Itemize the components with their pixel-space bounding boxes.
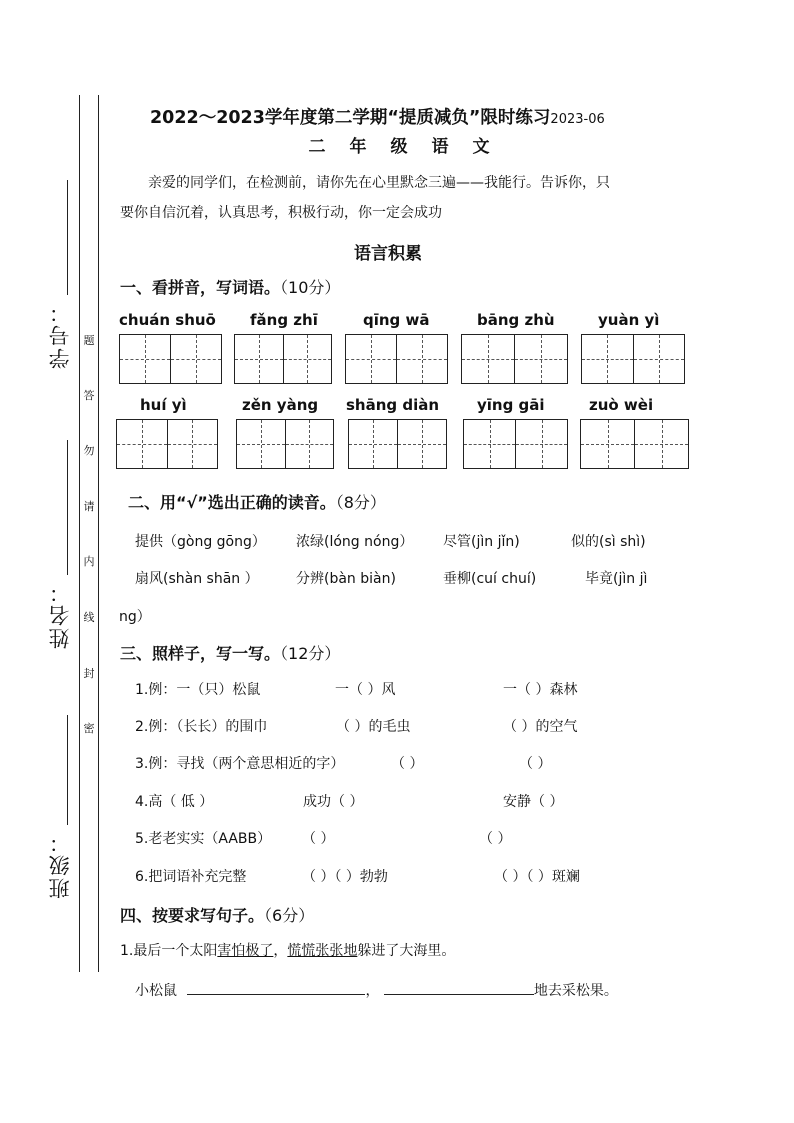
section-heading: 语言积累 <box>354 244 422 264</box>
seal-char: 勿 <box>83 444 95 457</box>
seal-char: 密 <box>83 722 95 735</box>
writing-grid[interactable] <box>236 419 334 469</box>
writing-grid[interactable] <box>345 334 448 384</box>
fill-blank[interactable]: （ ） <box>519 756 552 772</box>
name-field[interactable] <box>67 440 68 575</box>
reading-item[interactable]: 提供（gòng gōng） <box>135 534 266 550</box>
student-no-label: 学号： <box>48 300 72 369</box>
fill-blank[interactable]: （ ） <box>479 831 512 847</box>
margin-line-left <box>79 95 80 972</box>
intro-text: 亲爱的同学们，在检测前，请你先在心里默念三遍——我能行。告诉你，只 要你自信沉着，认真思考，积极行动，你一定会成功 <box>120 175 610 221</box>
reading-item-wrap: ng） <box>119 609 151 625</box>
q2-heading: 二、用“√”选出正确的读音。（8分） <box>128 493 386 512</box>
example-label: 2.例：（长长）的围巾 <box>135 719 268 735</box>
reading-item[interactable]: 尽管(jìn jǐn) <box>443 534 520 550</box>
fill-blank[interactable]: 一（ ）森林 <box>503 682 578 698</box>
name-label: 姓名： <box>48 580 72 649</box>
sentence-prompt: 小松鼠 ， 地去采松果。 <box>135 980 618 1000</box>
reading-item[interactable]: 毕竟(jìn jì <box>585 571 648 587</box>
reading-item[interactable]: 分辨(bàn biàn) <box>296 571 396 587</box>
seal-char: 答 <box>83 389 95 402</box>
exam-date: 2023-06 <box>550 112 605 127</box>
q4-heading: 四、按要求写句子。（6分） <box>120 906 315 925</box>
underlined-phrase: 慌慌张张地 <box>287 943 358 959</box>
fill-blank[interactable]: （ ） <box>302 831 335 847</box>
q1-heading: 一、看拼音，写词语。（10分） <box>120 278 341 297</box>
seal-char: 请 <box>83 500 95 513</box>
fill-blank[interactable]: 安静（ ） <box>503 794 564 810</box>
writing-grid[interactable] <box>119 334 222 384</box>
reading-item[interactable]: 扇风(shàn shān ） <box>135 571 259 587</box>
writing-grid[interactable] <box>581 334 685 384</box>
reading-item[interactable]: 似的(sì shì) <box>571 534 646 550</box>
example-label: 6.把词语补充完整 <box>135 869 247 885</box>
margin-line-right <box>98 95 99 972</box>
writing-grid[interactable] <box>234 334 332 384</box>
class-label: 班级： <box>48 830 72 899</box>
fill-blank[interactable]: 一（ ）风 <box>335 682 396 698</box>
seal-char: 封 <box>83 667 95 680</box>
writing-grid[interactable] <box>463 419 568 469</box>
reading-item[interactable]: 垂柳(cuí chuí) <box>443 571 537 587</box>
underlined-phrase: 害怕极了 <box>217 943 274 959</box>
answer-blank[interactable] <box>187 980 365 995</box>
example-label: 3.例：寻找（两个意思相近的字） <box>135 756 345 772</box>
fill-blank[interactable]: （ ）的空气 <box>503 719 578 735</box>
example-label: 5.老老实实（AABB） <box>135 831 272 847</box>
subtitle: 二 年 级 语 文 <box>308 137 500 157</box>
q3-heading: 三、照样子，写一写。（12分） <box>120 644 341 663</box>
writing-grid[interactable] <box>580 419 689 469</box>
class-field[interactable] <box>67 715 68 825</box>
seal-char: 线 <box>83 611 95 624</box>
writing-grid[interactable] <box>461 334 568 384</box>
answer-blank[interactable] <box>384 980 534 995</box>
fill-blank[interactable]: （ ）的毛虫 <box>336 719 411 735</box>
seal-char: 内 <box>83 555 95 568</box>
writing-grid[interactable] <box>116 419 218 469</box>
example-label: 4.高（ 低 ） <box>135 794 214 810</box>
fill-blank[interactable]: （ ）（ ）斑斓 <box>494 869 580 885</box>
writing-grid[interactable] <box>348 419 447 469</box>
seal-char: 题 <box>83 334 95 347</box>
fill-blank[interactable]: （ ） <box>391 756 424 772</box>
student-no-field[interactable] <box>67 180 68 295</box>
example-label: 1.例：一（只）松鼠 <box>135 682 261 698</box>
fill-blank[interactable]: 成功（ ） <box>303 794 364 810</box>
example-sentence: 1.最后一个太阳害怕极了，慌慌张张地躲进了大海里。 <box>120 943 456 959</box>
fill-blank[interactable]: （ ）（ ）勃勃 <box>302 869 388 885</box>
page-title: 2022～2023学年度第二学期“提质减负”限时练习2023-06 <box>150 108 605 128</box>
reading-item[interactable]: 浓绿(lóng nóng） <box>296 534 414 550</box>
